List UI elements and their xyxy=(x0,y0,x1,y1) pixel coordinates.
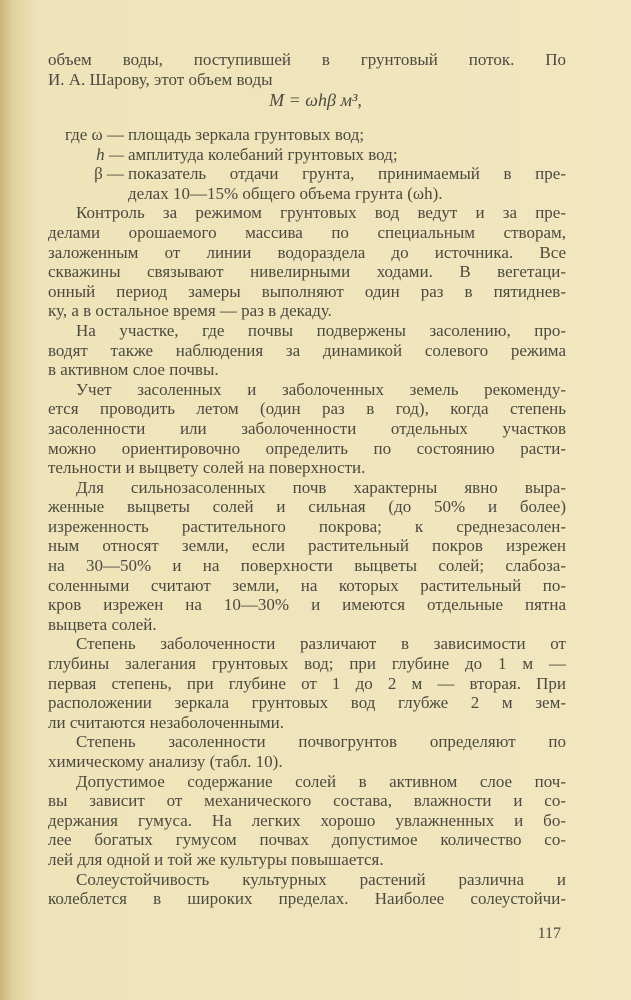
text-line: Степень заболоченности различают в зависимости от xyxy=(76,634,566,654)
intro-paragraph xyxy=(48,50,566,89)
text-line: водят также наблюдения за динамикой солевого режима xyxy=(48,340,566,360)
text-line: делами орошаемого массива по специальным створам, xyxy=(48,222,566,242)
text-line: в активном слое почвы. xyxy=(48,360,219,380)
paragraph xyxy=(48,478,566,635)
paragraph xyxy=(48,380,566,478)
text-line: заложенным от линии водораздела до источника. Все xyxy=(48,242,566,262)
text-line: выцвета солей. xyxy=(48,614,157,634)
main-text xyxy=(48,125,566,909)
text-line: ется проводить летом (один раз в год), когда степень xyxy=(48,399,566,419)
text-line: На участке, где почвы подвержены засолению, про- xyxy=(76,320,566,340)
page-number: 117 xyxy=(537,925,561,942)
text-line: Для сильнозасоленных почв характерны явно выра- xyxy=(76,477,566,497)
text-line: расположении зеркала грунтовых вод глубже 2 м зем- xyxy=(48,693,566,713)
formula: M = ωhβ м³, xyxy=(269,90,362,110)
text-line: Допустимое содержание солей в активном слое поч- xyxy=(76,771,566,791)
text-line: первая степень, при глубине от 1 до 2 м — вторая. При xyxy=(48,673,566,693)
text-line: площадь зеркала грунтовых вод; xyxy=(128,125,365,144)
text-line: Контроль за режимом грунтовых вод ведут и за пре- xyxy=(76,203,566,223)
text-line: онный период замеры выполняют один раз в пятиднев- xyxy=(48,281,566,301)
definition-symbol: β — xyxy=(94,164,124,184)
definition-beta xyxy=(48,164,566,203)
text-line: держания гумуса. На легких хорошо увлажненных и бо- xyxy=(48,810,566,830)
definition-omega xyxy=(48,125,566,145)
text-line: ли считаются незаболоченными. xyxy=(48,712,284,732)
paragraph xyxy=(48,732,566,771)
paragraph xyxy=(48,634,566,732)
text-line: Учет засоленных и заболоченных земель рекоменду- xyxy=(76,379,566,399)
paragraph xyxy=(48,321,566,380)
text-line: женные выцветы солей и сильная (до 50% и более) xyxy=(48,497,566,517)
text-line: ным относят земли, если растительный покров изрежен xyxy=(48,536,566,556)
definition-symbol: h — xyxy=(96,144,124,164)
text-line: лей для одной и той же культуры повышается. xyxy=(48,849,384,869)
paragraph xyxy=(48,203,566,321)
definition-h xyxy=(48,145,566,165)
text-line: на 30—50% и на поверхности выцветы солей; слабоза- xyxy=(48,556,566,576)
text-line: соленными считают земли, на которых растительный по- xyxy=(48,575,566,595)
text-line: показатель отдачи грунта, принимаемый в пре- xyxy=(128,164,566,184)
text-line: засоленности или заболоченности отдельных участков xyxy=(48,418,566,438)
text-line: делах 10—15% общего объема грунта (ωh). xyxy=(128,183,443,203)
text-line: химическому анализу (табл. 10). xyxy=(48,752,283,771)
text-line: объем воды, поступившей в грунтовый поток. По xyxy=(48,50,566,69)
text-line: колеблется в широких пределах. Наиболее солеустойчи- xyxy=(48,889,566,909)
text-line: И. А. Шарову, этот объем воды xyxy=(48,69,273,89)
text-line: можно ориентировочно определить по состоянию расти- xyxy=(48,438,566,458)
text-line: амплитуда колебаний грунтовых вод; xyxy=(128,144,398,164)
paragraph xyxy=(48,870,566,909)
definition-symbol: где ω — xyxy=(64,125,124,144)
text-line: вы зависит от механического состава, влажности и со- xyxy=(48,791,566,811)
paragraph xyxy=(48,772,566,870)
text-line: изреженность растительного покрова; к среднезасолен- xyxy=(48,516,566,536)
text-line: кров изрежен на 10—30% и имеются отдельные пятна xyxy=(48,595,566,615)
text-line: тельности и выцвету солей на поверхности. xyxy=(48,458,366,478)
paragraphs xyxy=(48,203,566,908)
text-line: Степень засоленности почвогрунтов определяют по xyxy=(76,732,566,752)
text-line: скважины связывают нивелирными ходами. В вегетаци- xyxy=(48,262,566,282)
text-line: глубины залегания грунтовых вод; при глубине до 1 м — xyxy=(48,654,566,674)
text-line: ку, а в остальное время — раз в декаду. xyxy=(48,301,332,321)
text-line: лее богатых гумусом почвах допустимое количество со- xyxy=(48,830,566,850)
text-line: Солеустойчивость культурных растений различна и xyxy=(76,869,566,889)
